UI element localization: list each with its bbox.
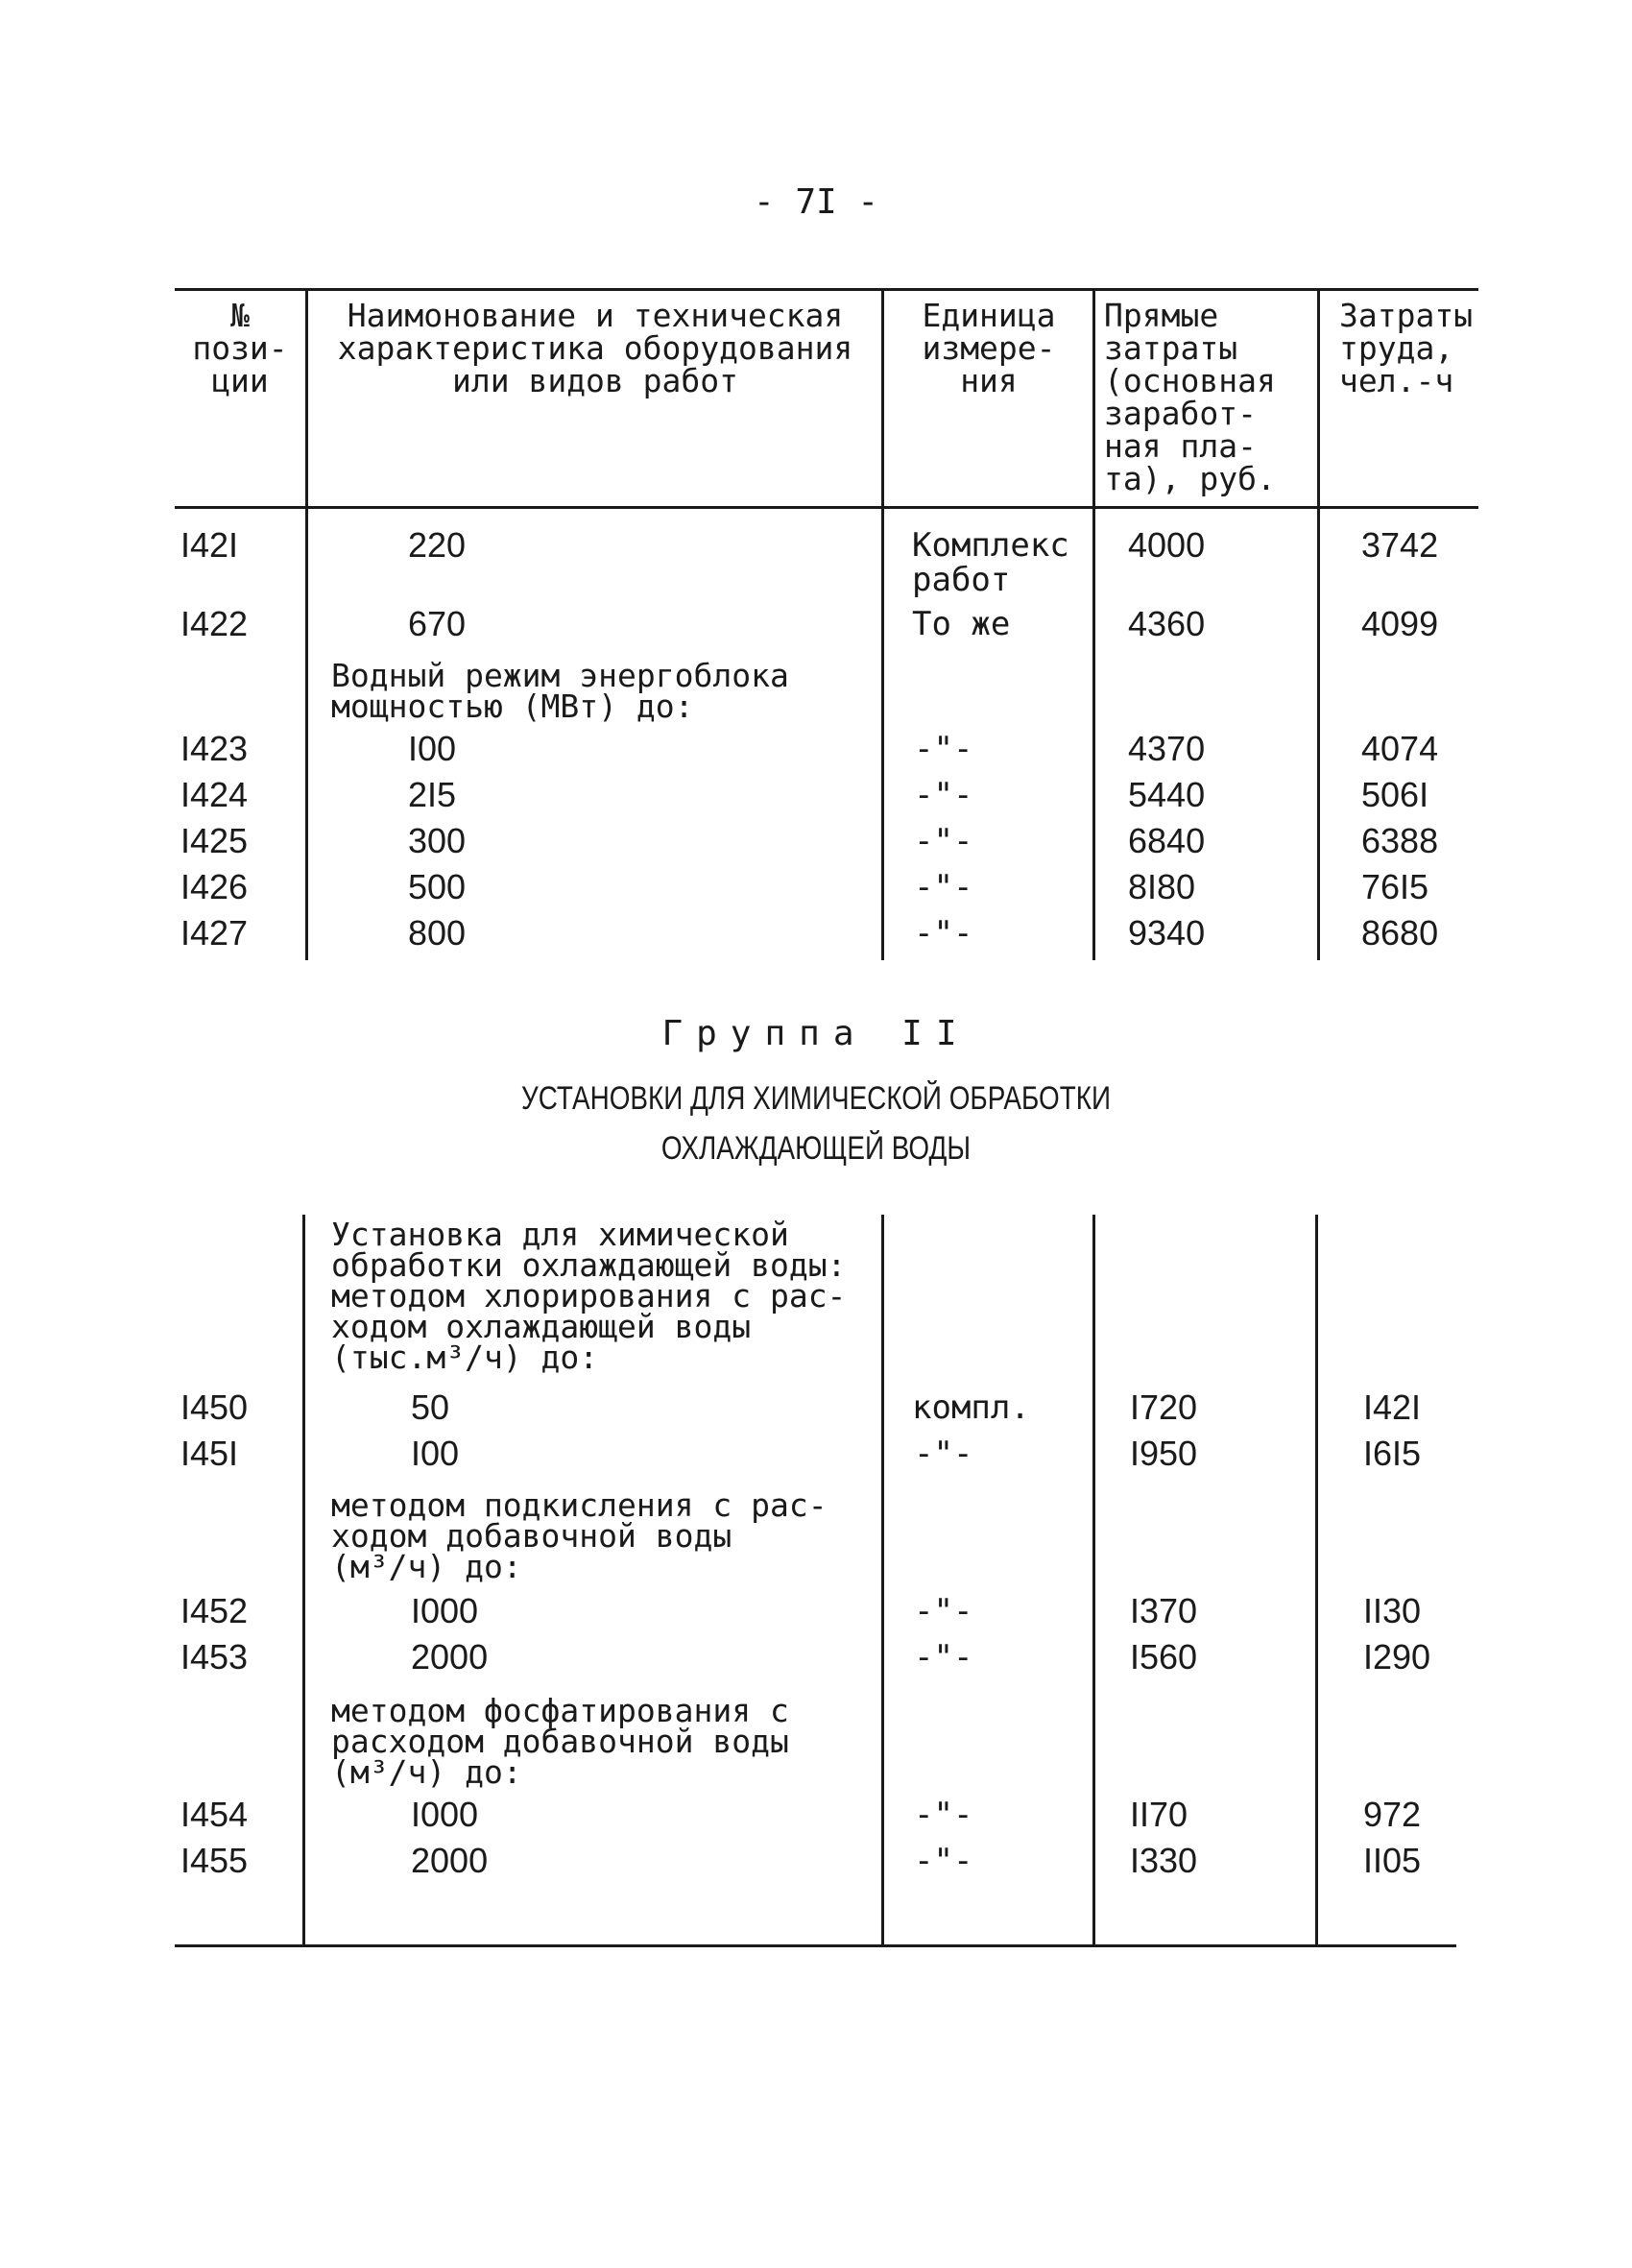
cost-cell: I370: [1130, 1591, 1198, 1630]
labor-cell: 972: [1363, 1795, 1422, 1834]
name-cell: 800: [408, 913, 467, 953]
table-row: [0, 913, 1632, 960]
method-acidification: методом подкисления с рас- ходом добавочной воды (м³/ч) до:: [331, 1486, 828, 1585]
position-cell: I450: [180, 1387, 249, 1427]
name-cell: 50: [411, 1387, 450, 1427]
cost-cell: 5440: [1128, 775, 1206, 814]
table-row: [0, 1795, 1632, 1842]
page-number: - 7I -: [753, 182, 879, 222]
header-unit: Единица измере- ния: [922, 297, 1056, 399]
name-cell: 670: [408, 604, 467, 643]
labor-cell: II05: [1363, 1841, 1422, 1880]
cost-cell: 4370: [1128, 729, 1206, 768]
section-title-line-1: УСТАНОВКИ ДЛЯ ХИМИЧЕСКОЙ ОБРАБОТКИ: [520, 1080, 1112, 1117]
cost-cell: I720: [1130, 1387, 1198, 1427]
method-phosphating: методом фосфатирования с расходом добавочной воды (м³/ч) до:: [331, 1692, 789, 1791]
name-cell: 300: [408, 821, 467, 860]
cost-cell: 9340: [1128, 913, 1206, 953]
position-cell: I422: [180, 604, 249, 643]
table-row: [0, 1387, 1632, 1435]
cost-cell: 6840: [1128, 821, 1206, 860]
table-row: [0, 604, 1632, 651]
header-direct-costs: Прямые затраты (основная заработ- ная пла- та), руб.: [1104, 297, 1276, 497]
position-cell: I424: [180, 775, 249, 814]
position-cell: I427: [180, 913, 249, 953]
table-row: [0, 1637, 1632, 1684]
cost-cell: I560: [1130, 1637, 1198, 1677]
table-1-top-rule: [175, 288, 1478, 291]
name-cell: 2000: [411, 1637, 489, 1677]
position-cell: I45I: [180, 1434, 239, 1473]
table-row: [0, 525, 1632, 599]
labor-cell: 4099: [1361, 604, 1439, 643]
unit-cell: -"-: [914, 1842, 973, 1880]
position-cell: I455: [180, 1841, 249, 1880]
unit-cell: -"-: [914, 868, 973, 906]
cost-cell: I950: [1130, 1434, 1198, 1473]
table-row: [0, 729, 1632, 776]
labor-cell: 6388: [1361, 821, 1439, 860]
header-position: № пози- ции: [192, 297, 288, 399]
cost-cell: I330: [1130, 1841, 1198, 1880]
intro-chlorination: Установка для химической обработки охлаждающей воды: методом хлорирования с рас- ходом охлаждающей воды (тыс.м³/ч) до:: [331, 1216, 847, 1376]
unit-cell: компл.: [912, 1388, 1030, 1427]
labor-cell: I42I: [1363, 1387, 1422, 1427]
unit-cell: -"-: [914, 1435, 973, 1473]
name-cell: I000: [411, 1795, 479, 1834]
section-title-line-2: ОХЛАЖДАЮЩЕЙ ВОДЫ: [660, 1130, 972, 1167]
name-cell: 2000: [411, 1841, 489, 1880]
unit-cell: -"-: [914, 914, 973, 953]
position-cell: I453: [180, 1637, 249, 1677]
labor-cell: II30: [1363, 1591, 1422, 1630]
labor-cell: 3742: [1361, 525, 1439, 565]
name-cell: 500: [408, 867, 467, 906]
name-cell: I00: [411, 1434, 460, 1473]
labor-cell: I6I5: [1363, 1434, 1422, 1473]
unit-cell: -"-: [914, 822, 973, 860]
name-cell: 220: [408, 525, 467, 565]
cost-cell: II70: [1130, 1795, 1188, 1834]
unit-cell: -"-: [914, 1638, 973, 1677]
unit-cell: -"-: [914, 776, 973, 814]
header-name: Наимонование и техническая характеристика оборудования или видов работ: [337, 297, 853, 399]
table-1-header-rule: [175, 506, 1478, 509]
group-label: Группа II: [661, 1014, 971, 1053]
table-row: [0, 775, 1632, 822]
position-cell: I425: [180, 821, 249, 860]
table-row: [0, 1591, 1632, 1638]
cost-cell: 8I80: [1128, 867, 1196, 906]
name-cell: 2I5: [408, 775, 457, 814]
labor-cell: 506I: [1361, 775, 1429, 814]
position-cell: I454: [180, 1795, 249, 1834]
cost-cell: 4000: [1128, 525, 1206, 565]
labor-cell: I290: [1363, 1637, 1431, 1677]
table-row: [0, 1841, 1632, 1888]
subheading-water-regime: Водный режим энергоблока мощностью (МВт) до:: [331, 657, 789, 725]
unit-cell: -"-: [914, 1592, 973, 1630]
position-cell: I426: [180, 867, 249, 906]
unit-cell: -"-: [914, 1796, 973, 1834]
table-row: [0, 1436, 1632, 1481]
table-row: [0, 821, 1632, 868]
table-2-bottom-rule: [175, 1944, 1456, 1947]
unit-cell: То же: [912, 605, 1011, 643]
name-cell: I000: [411, 1591, 479, 1630]
labor-cell: 76I5: [1361, 867, 1429, 906]
labor-cell: 4074: [1361, 729, 1439, 768]
unit-cell: Комплекс работ: [912, 526, 1069, 599]
position-cell: I423: [180, 729, 249, 768]
table-row: [0, 867, 1632, 914]
name-cell: I00: [408, 729, 457, 768]
unit-cell: -"-: [914, 730, 973, 768]
position-cell: I42I: [180, 525, 239, 565]
position-cell: I452: [180, 1591, 249, 1630]
header-labor: Затраты труда, чел.-ч: [1339, 297, 1474, 399]
labor-cell: 8680: [1361, 913, 1439, 953]
cost-cell: 4360: [1128, 604, 1206, 643]
